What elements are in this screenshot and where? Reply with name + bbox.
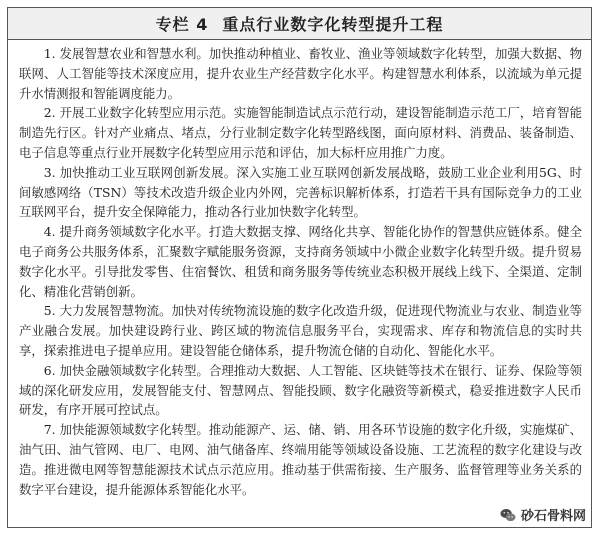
panel-body xyxy=(8,40,591,499)
column-label: 专栏 4 xyxy=(155,15,209,34)
watermark xyxy=(495,504,590,525)
item-text: 实施智能制造试点示范行动，建设智能制造示范工厂，培育智能制造先行区。针对产业痛点、堵点，分行业制定数字化转型路线图，面向原材料、消费品、装备制造、电子信息等重点行业开展数字化转型应用示范和评估，加大标杆应用推广力度。 xyxy=(19,105,583,160)
list-item xyxy=(19,420,582,499)
list-item xyxy=(19,301,582,360)
list-item xyxy=(19,163,582,222)
list-item xyxy=(19,222,582,301)
column-title: 重点行业数字化转型提升工程 xyxy=(222,15,444,34)
list-item xyxy=(19,44,582,103)
item-text: 加快对传统物流设施的数字化改造升级，促进现代物流业与农业、制造业等产业融合发展。加快建设跨行业、跨区域的物流信息服务平台，实现需求、库存和物流信息的实时共享，探索推进电子提单应用。建设智能仓储体系，提升物流仓储的自动化、智能化水平。 xyxy=(19,303,583,358)
column-panel xyxy=(7,7,592,528)
item-title: 3. 加快推动工业互联网创新发展。 xyxy=(43,164,237,180)
item-title: 2. 开展工业数字化转型应用示范。 xyxy=(43,105,234,121)
item-title: 7. 加快能源领域数字化转型。 xyxy=(43,422,209,438)
item-title: 4. 提升商务领域数字化水平。 xyxy=(43,224,209,240)
watermark-text: 砂石骨料网 xyxy=(520,509,586,524)
item-text: 合理推动大数据、人工智能、区块链等技术在银行、证券、保险等领域的深化研发应用，发展智能支付、智慧网点、智能投顾、数字化融资等新模式，稳妥推进数字人民币研发，有序开展可控试点。 xyxy=(19,362,582,418)
panel-header xyxy=(8,8,591,40)
item-title: 1. 发展智慧农业和智慧水利。 xyxy=(43,46,209,61)
item-text: 深入实施工业互联网创新发展战略，鼓励工业企业利用5G、时间敏感网络（TSN）等技术改造升级企业内外网，完善标识解析体系，打造若干具有国际竞争力的工业互联网平台，提升安全保障能力，推动各行业加快数字化转型。 xyxy=(19,164,583,220)
item-text: 打造大数据支撑、网络化共享、智能化协作的智慧供应链体系。健全电子商务公共服务体系，汇聚数字赋能服务资源，支持商务领域中小微企业数字化转型升级。提升贸易数字化水平。引导批发零售、住宿餐饮、租赁和商务服务等传统业态积极开展线上线下、全渠道、定制化、精准化营销创新。 xyxy=(19,224,582,299)
item-text: 推动能源产、运、储、销、用各环节设施的数字化升级，实施煤矿、油气田、油气管网、电厂、电网、油气储备库、终端用能等领域设备设施、工艺流程的数字化建设与改造。推进微电网等智慧能源技术试点示范应用。推动基于供需衔接、生产服务、监督管理等业务关系的数字平台建设，提升能源体系智能化水平。 xyxy=(19,422,582,497)
list-item xyxy=(19,361,582,420)
wechat-icon xyxy=(499,506,517,524)
item-title: 6. 加快金融领域数字化转型。 xyxy=(43,362,209,378)
item-title: 5. 大力发展智慧物流。 xyxy=(43,303,172,319)
list-item xyxy=(19,103,582,162)
item-text: 加快推动种植业、畜牧业、渔业等领域数字化转型，加强大数据、物联网、人工智能等技术深度应用，提升农业生产经营数字化水平。构建智慧水利体系，以流域为单元提升水情测报和智能调度能力。 xyxy=(19,46,582,101)
